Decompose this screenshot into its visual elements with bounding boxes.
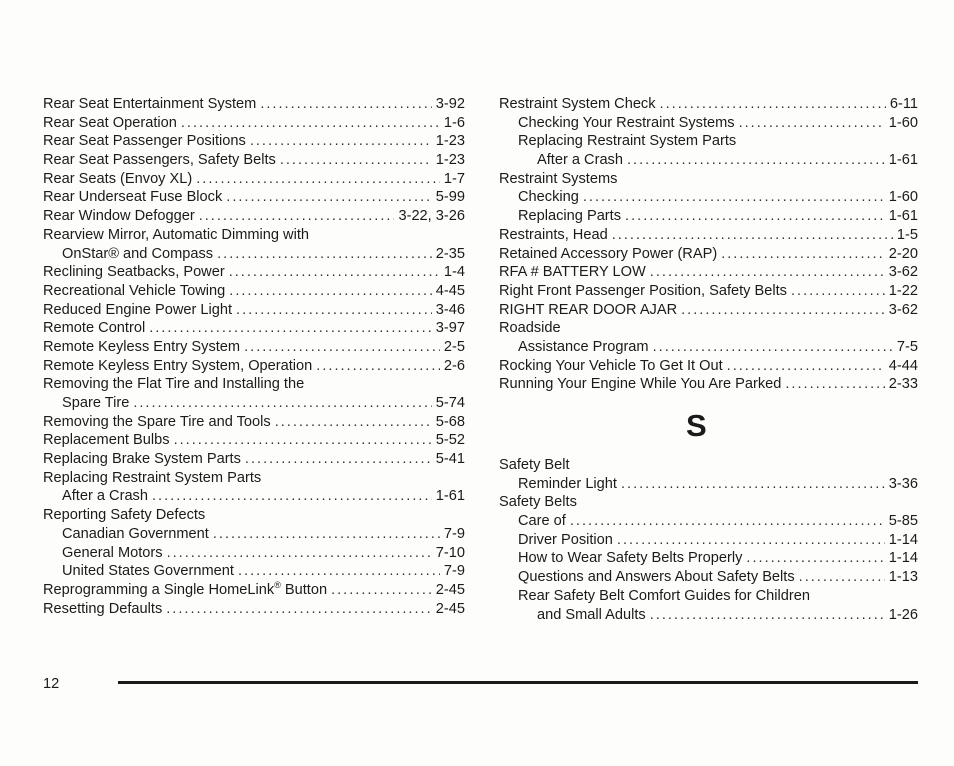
dot-leader bbox=[174, 431, 432, 450]
entry-label: Spare Tire bbox=[62, 395, 130, 411]
entry-page: 5-52 bbox=[435, 432, 465, 449]
index-subentry bbox=[499, 207, 918, 226]
entry-page: 7-5 bbox=[896, 338, 918, 355]
index-subentry bbox=[43, 544, 465, 563]
entry-label: Remote Keyless Entry System bbox=[43, 338, 241, 355]
index-entry bbox=[499, 493, 918, 512]
section-letter-s: S bbox=[686, 408, 707, 443]
entry-page: 5-41 bbox=[435, 451, 465, 468]
index-group-r bbox=[499, 95, 918, 394]
dot-leader bbox=[250, 132, 432, 151]
index-entry bbox=[43, 114, 465, 133]
entry-label: Rear Seats (Envoy XL) bbox=[43, 170, 193, 187]
dot-leader bbox=[196, 170, 440, 189]
entry-page: 1-13 bbox=[888, 569, 918, 586]
entry-label: Driver Position bbox=[518, 531, 613, 548]
dot-leader bbox=[617, 531, 885, 550]
dot-leader bbox=[152, 487, 432, 506]
index-entry bbox=[43, 581, 465, 600]
entry-page: 3-97 bbox=[435, 320, 465, 337]
index-entry bbox=[499, 319, 918, 338]
registered-mark: ® bbox=[274, 580, 281, 591]
entry-page: 5-85 bbox=[888, 513, 918, 530]
index-entry bbox=[43, 450, 465, 469]
index-entry bbox=[43, 282, 465, 301]
dot-leader bbox=[721, 245, 885, 264]
entry-page: 5-74 bbox=[435, 395, 465, 411]
index-entry bbox=[43, 151, 465, 170]
entry-page: 1-23 bbox=[435, 152, 465, 169]
entry-page: 7-9 bbox=[443, 525, 465, 542]
index-entry bbox=[43, 170, 465, 189]
entry-page: 2-5 bbox=[443, 338, 465, 355]
dot-leader bbox=[245, 450, 432, 469]
index-subentry bbox=[43, 487, 465, 506]
entry-label: Removing the Flat Tire and Installing the bbox=[43, 376, 305, 393]
entry-page: 1-61 bbox=[888, 152, 918, 169]
entry-label: Checking Your Restraint Systems bbox=[518, 114, 735, 131]
entry-page: 2-35 bbox=[435, 245, 465, 262]
index-subentry bbox=[499, 549, 918, 568]
entry-page: 6-11 bbox=[889, 96, 918, 112]
dot-leader bbox=[244, 338, 440, 357]
entry-label: General Motors bbox=[62, 544, 163, 561]
entry-label: Reclining Seatbacks, Power bbox=[43, 264, 225, 281]
entry-page: 2-33 bbox=[888, 376, 918, 393]
index-subentry bbox=[499, 475, 918, 494]
entry-page: 5-68 bbox=[435, 413, 465, 430]
entry-page: 3-92 bbox=[435, 96, 465, 112]
index-entry bbox=[43, 188, 465, 207]
entry-label: Reduced Engine Power Light bbox=[43, 301, 233, 318]
dot-leader bbox=[739, 114, 885, 133]
entry-label: Assistance Program bbox=[518, 338, 649, 355]
dot-leader bbox=[791, 282, 885, 301]
index-entry bbox=[43, 301, 465, 320]
entry-label: United States Government bbox=[62, 563, 234, 580]
index-subentry bbox=[43, 562, 465, 581]
entry-page: 1-60 bbox=[888, 189, 918, 206]
entry-page: 1-5 bbox=[896, 226, 918, 243]
entry-label: Safety Belt bbox=[499, 457, 570, 473]
dot-leader bbox=[650, 263, 885, 282]
index-entry bbox=[499, 375, 918, 394]
index-subentry bbox=[499, 531, 918, 550]
dot-leader bbox=[229, 282, 432, 301]
dot-leader bbox=[316, 357, 440, 376]
index-subentry bbox=[499, 512, 918, 531]
index-entry bbox=[499, 282, 918, 301]
entry-label: Replacing Restraint System Parts bbox=[43, 469, 262, 486]
index-entry bbox=[499, 263, 918, 282]
entry-page: 1-4 bbox=[443, 264, 465, 281]
index-entry bbox=[43, 263, 465, 282]
entry-label: Checking bbox=[518, 189, 579, 206]
entry-page: 7-10 bbox=[435, 544, 465, 561]
entry-label bbox=[43, 581, 327, 600]
entry-label: RFA # BATTERY LOW bbox=[499, 264, 646, 281]
entry-label: Rear Safety Belt Comfort Guides for Children bbox=[518, 587, 810, 604]
dot-leader bbox=[229, 263, 440, 282]
index-entry bbox=[43, 357, 465, 376]
entry-label: Replacing Parts bbox=[518, 208, 622, 225]
entry-label: Replacing Restraint System Parts bbox=[518, 133, 737, 150]
dot-leader bbox=[238, 562, 440, 581]
entry-page: 3-36 bbox=[888, 475, 918, 492]
entry-label: How to Wear Safety Belts Properly bbox=[518, 550, 743, 567]
index-subentry bbox=[499, 587, 918, 606]
entry-label: Roadside bbox=[499, 320, 561, 337]
entry-label: Running Your Engine While You Are Parked bbox=[499, 376, 782, 393]
dot-leader bbox=[785, 375, 884, 394]
entry-page: 3-22, 3-26 bbox=[398, 208, 465, 225]
dot-leader bbox=[627, 151, 885, 170]
index-right-column bbox=[499, 95, 918, 624]
entry-page: 3-46 bbox=[435, 301, 465, 318]
entry-label: Replacement Bulbs bbox=[43, 432, 170, 449]
index-entry bbox=[43, 338, 465, 357]
entry-label: Remote Control bbox=[43, 320, 146, 337]
index-entry bbox=[43, 319, 465, 338]
dot-leader bbox=[181, 114, 440, 133]
index-subentry bbox=[499, 151, 918, 170]
entry-label: Restraint Systems bbox=[499, 170, 618, 187]
entry-page: 4-44 bbox=[888, 357, 918, 374]
entry-label: Questions and Answers About Safety Belts bbox=[518, 569, 795, 586]
entry-page: 2-6 bbox=[443, 357, 465, 374]
dot-leader bbox=[746, 549, 884, 568]
dot-leader bbox=[681, 301, 885, 320]
index-entry bbox=[43, 132, 465, 151]
dot-leader bbox=[612, 226, 893, 245]
index-entry bbox=[43, 469, 465, 488]
dot-leader bbox=[260, 95, 431, 114]
dot-leader bbox=[280, 151, 432, 170]
index-subentry bbox=[499, 132, 918, 151]
entry-page: 7-9 bbox=[443, 563, 465, 580]
entry-label: Rocking Your Vehicle To Get It Out bbox=[499, 357, 723, 374]
index-entry bbox=[43, 506, 465, 525]
entry-label: After a Crash bbox=[62, 488, 148, 505]
entry-page: 1-6 bbox=[443, 114, 465, 131]
dot-leader bbox=[799, 568, 885, 587]
index-entry bbox=[499, 357, 918, 376]
dot-leader bbox=[275, 413, 432, 432]
entry-page: 1-61 bbox=[435, 488, 465, 505]
entry-page: 1-61 bbox=[888, 208, 918, 225]
dot-leader bbox=[166, 600, 432, 619]
dot-leader bbox=[583, 188, 885, 207]
entry-label: and Small Adults bbox=[537, 606, 646, 623]
entry-label: Safety Belts bbox=[499, 494, 577, 511]
entry-page: 1-22 bbox=[888, 282, 918, 299]
index-subentry bbox=[43, 245, 465, 264]
entry-label: Replacing Brake System Parts bbox=[43, 451, 241, 468]
entry-page: 1-60 bbox=[888, 114, 918, 131]
entry-label: Reporting Safety Defects bbox=[43, 507, 206, 524]
dot-leader bbox=[236, 301, 432, 320]
entry-page: 1-7 bbox=[443, 170, 465, 187]
dot-leader bbox=[727, 357, 885, 376]
entry-label: Remote Keyless Entry System, Operation bbox=[43, 357, 313, 374]
entry-label: Rear Underseat Fuse Block bbox=[43, 189, 223, 206]
entry-label: RIGHT REAR DOOR AJAR bbox=[499, 301, 678, 318]
dot-leader bbox=[133, 394, 431, 413]
dot-leader bbox=[213, 525, 440, 544]
index-subentry bbox=[499, 568, 918, 587]
entry-label: After a Crash bbox=[537, 152, 623, 169]
index-group-s bbox=[499, 456, 918, 624]
page-number: 12 bbox=[43, 676, 60, 692]
index-entry bbox=[43, 226, 465, 245]
index-entry bbox=[499, 301, 918, 320]
dot-leader bbox=[331, 581, 432, 600]
footer-rule bbox=[118, 681, 918, 684]
entry-label: Retained Accessory Power (RAP) bbox=[499, 245, 718, 262]
entry-label: Restraints, Head bbox=[499, 226, 608, 243]
index-subentry bbox=[43, 394, 465, 413]
dot-leader bbox=[625, 207, 885, 226]
entry-label: Rear Seat Passengers, Safety Belts bbox=[43, 152, 276, 169]
index-entry bbox=[499, 226, 918, 245]
index-entry bbox=[43, 431, 465, 450]
entry-label: Recreational Vehicle Towing bbox=[43, 282, 226, 299]
dot-leader bbox=[660, 95, 886, 114]
index-entry bbox=[499, 95, 918, 114]
index-subentry bbox=[499, 338, 918, 357]
index-entry bbox=[499, 170, 918, 189]
entry-label: Canadian Government bbox=[62, 525, 209, 542]
entry-label: Rear Window Defogger bbox=[43, 208, 195, 225]
entry-label-text: Reprogramming a Single HomeLink bbox=[43, 581, 275, 598]
index-left-column bbox=[43, 95, 465, 618]
entry-label: Restraint System Check bbox=[499, 96, 656, 112]
dot-leader bbox=[650, 606, 885, 625]
dot-leader bbox=[149, 319, 432, 338]
index-subentry bbox=[43, 525, 465, 544]
index-entry bbox=[43, 207, 465, 226]
dot-leader bbox=[199, 207, 395, 226]
dot-leader bbox=[217, 245, 432, 264]
entry-page: 2-45 bbox=[435, 581, 465, 598]
dot-leader bbox=[570, 512, 885, 531]
entry-page: 2-45 bbox=[435, 600, 465, 617]
entry-label: Resetting Defaults bbox=[43, 600, 163, 617]
entry-page: 1-23 bbox=[435, 133, 465, 150]
index-subentry bbox=[499, 188, 918, 207]
entry-label: Care of bbox=[518, 513, 566, 530]
entry-label: Reminder Light bbox=[518, 475, 617, 492]
dot-leader bbox=[167, 544, 432, 563]
index-subentry bbox=[499, 114, 918, 133]
index-entry bbox=[43, 375, 465, 394]
entry-page: 1-14 bbox=[888, 531, 918, 548]
index-entry bbox=[499, 456, 918, 475]
index-entry bbox=[43, 413, 465, 432]
entry-label: Rear Seat Passenger Positions bbox=[43, 133, 246, 150]
dot-leader bbox=[653, 338, 893, 357]
entry-page: 2-20 bbox=[888, 245, 918, 262]
index-entry bbox=[43, 95, 465, 114]
entry-label: OnStar® and Compass bbox=[62, 245, 214, 262]
entry-page: 4-45 bbox=[435, 282, 465, 299]
entry-label: Rearview Mirror, Automatic Dimming with bbox=[43, 226, 309, 243]
entry-label-text: Button bbox=[280, 581, 328, 598]
entry-label: Rear Seat Operation bbox=[43, 114, 177, 131]
index-subentry bbox=[499, 606, 918, 625]
entry-page: 1-26 bbox=[888, 606, 918, 623]
entry-page: 5-99 bbox=[435, 189, 465, 206]
dot-leader bbox=[226, 188, 432, 207]
index-entry bbox=[499, 245, 918, 264]
entry-label: Removing the Spare Tire and Tools bbox=[43, 413, 271, 430]
entry-page: 3-62 bbox=[888, 301, 918, 318]
entry-label: Right Front Passenger Position, Safety Belts bbox=[499, 282, 787, 299]
entry-label: Rear Seat Entertainment System bbox=[43, 96, 257, 112]
entry-page: 1-14 bbox=[888, 550, 918, 567]
dot-leader bbox=[621, 475, 885, 494]
index-entry bbox=[43, 600, 465, 619]
entry-page: 3-62 bbox=[888, 264, 918, 281]
